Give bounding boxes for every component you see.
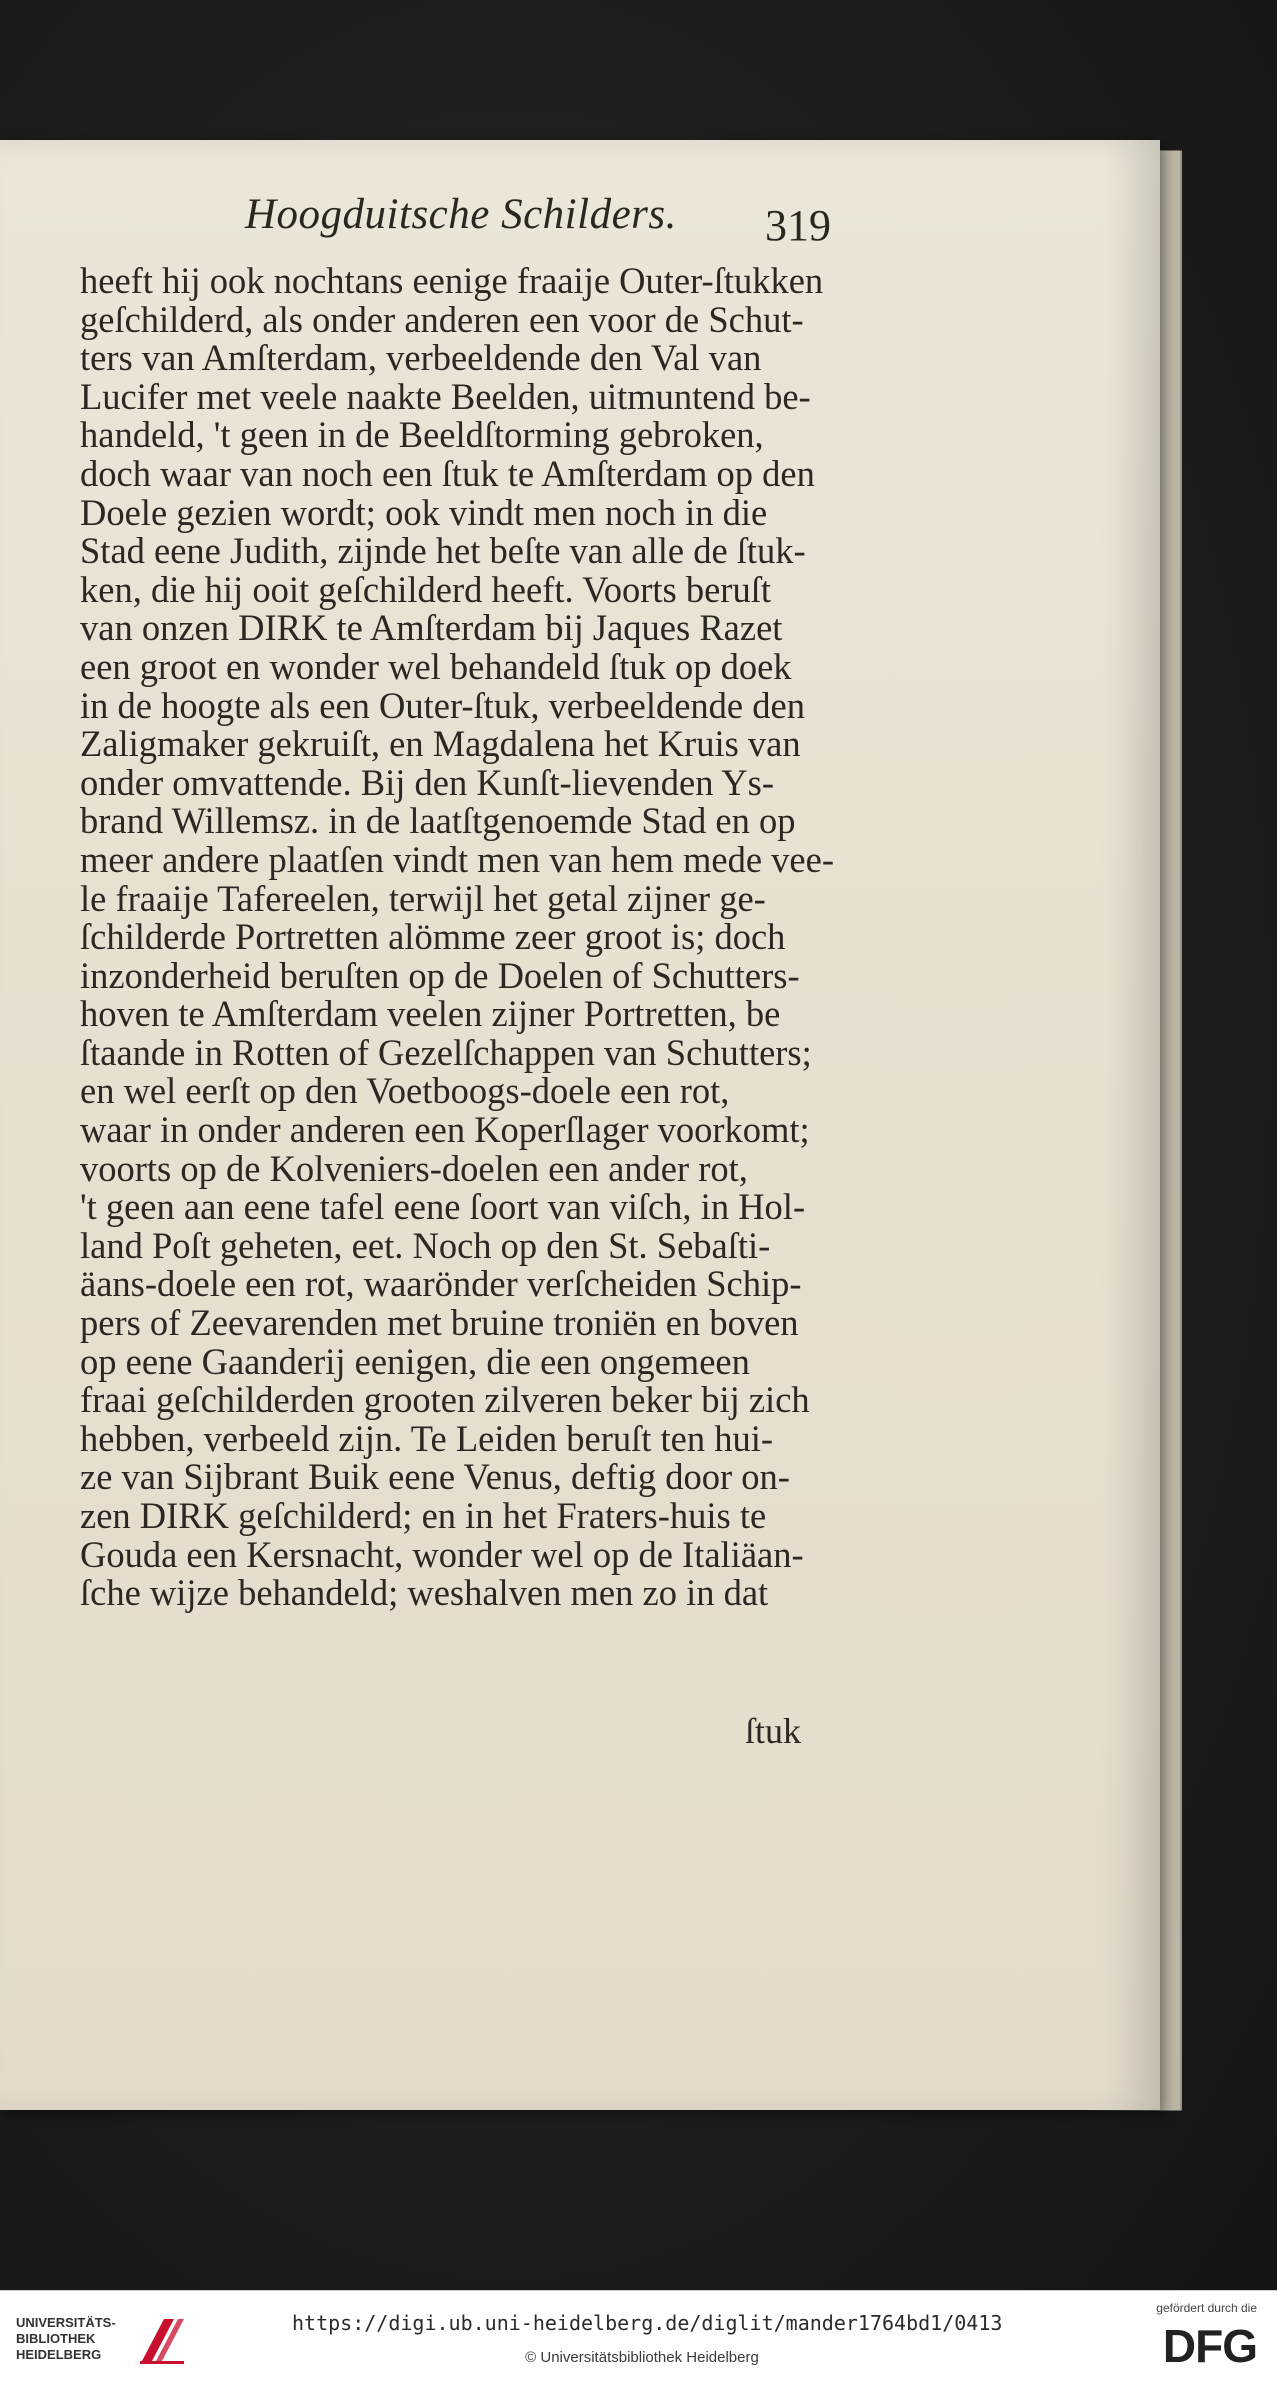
text-line: van onzen DIRK te Amſterdam bij Jaques Razet [80,607,783,649]
page-number: 319 [765,201,831,250]
text-line: en wel eerſt op den Voetboogs-doele een rot, [80,1070,730,1112]
text-line: ken, die hij ooit geſchilderd heeft. Voorts beruſt [80,568,771,610]
text-line: ſche wijze behandeld; weshalven men zo in dat [80,1572,769,1614]
text-line: waar in onder anderen een Koperſlager voorkomt; [80,1109,810,1151]
text-line: op eene Gaanderij eenigen, die een ongemeen [80,1340,750,1382]
text-line: hoven te Amſterdam veelen zijner Portretten, be [80,993,781,1035]
text-line: brand Willemsz. in de laatſtgenoemde Stad en op [80,800,796,842]
body-text [80,262,840,1613]
library-name-line: BIBLIOTHEK [16,2331,96,2346]
library-name [16,2315,116,2363]
catchword: ſtuk [745,1711,802,1751]
copyright-text: © Universitätsbibliothek Heidelberg [525,2349,759,2366]
text-line: Stad eene Judith, zijnde het beſte van alle de ſtuk- [80,530,806,572]
text-line: onder omvattende. Bij den Kunſt-lievenden Ys- [80,761,774,803]
library-mark-icon [134,2313,188,2367]
text-line: geſchilderd, als onder anderen een voor de Schut- [80,298,804,340]
text-line: handeld, 't geen in de Beeldſtorming gebroken, [80,414,764,456]
text-line: een groot en wonder wel behandeld ſtuk op doek [80,645,792,687]
text-line: pers of Zeevarenden met bruine troniën en boven [80,1302,799,1344]
text-line: inzonderheid beruſten op de Doelen of Schutters- [80,954,800,996]
text-line: 't geen aan eene tafel eene ſoort van viſch, in Hol- [80,1186,806,1228]
running-head: Hoogduitsche Schilders. [245,191,677,238]
text-line: fraai geſchilderden grooten zilveren beker bij zich [80,1379,810,1421]
text-line: heeft hij ook nochtans eenige fraaije Outer-ſtukken [80,260,824,301]
page-gutter-shadow [1100,140,1160,2110]
text-line: hebben, verbeeld zijn. Te Leiden beruſt ten hui- [80,1417,774,1459]
text-line: ters van Amſterdam, verbeeldende den Val van [80,337,762,379]
library-name-line: UNIVERSITÄTS- [16,2315,116,2330]
text-line: Zaligmaker gekruiſt, en Magdalena het Kruis van [80,723,801,765]
text-line: äans-doele een rot, waarönder verſcheiden Schip- [80,1263,802,1305]
sponsor-block[interactable] [1127,2301,1257,2381]
text-line: ſtaande in Rotten of Gezelſchappen van Schutters; [80,1031,812,1073]
dfg-logo: DFG [1162,2320,1257,2372]
text-line: in de hoogte als een Outer-ſtuk, verbeeldende den [80,684,805,726]
text-line: Gouda een Kersnacht, wonder wel op de Italiäan- [80,1533,804,1575]
text-line: zen DIRK geſchilderd; en in het Fraters-huis te [80,1495,767,1536]
permalink-url[interactable]: https://digi.ub.uni-heidelberg.de/diglit/mander1764bd1/0413 [292,2311,1003,2335]
library-logo[interactable] [16,2313,186,2373]
text-line: Lucifer met veele naakte Beelden, uitmuntend be- [80,375,811,417]
text-line: ſchilderde Portretten alömme zeer groot is; doch [80,916,786,958]
text-line: voorts op de Kolveniers-doelen een ander rot, [80,1147,748,1189]
library-name-line: HEIDELBERG [16,2347,102,2362]
sponsor-text: gefördert durch die [1156,2301,1257,2315]
text-line: meer andere plaatſen vindt men van hem mede vee- [80,838,834,880]
text-line: land Poſt geheten, eet. Noch op den St. Sebaſti- [80,1224,771,1266]
text-line: doch waar van noch een ſtuk te Amſterdam op den [80,452,815,494]
text-line: Doele gezien wordt; ook vindt men noch in die [80,491,768,533]
text-line: le fraaije Tafereelen, terwijl het getal zijner ge- [80,877,766,919]
viewer-footer [0,2290,1277,2387]
text-line: ze van Sijbrant Buik eene Venus, deftig door on- [80,1456,790,1498]
